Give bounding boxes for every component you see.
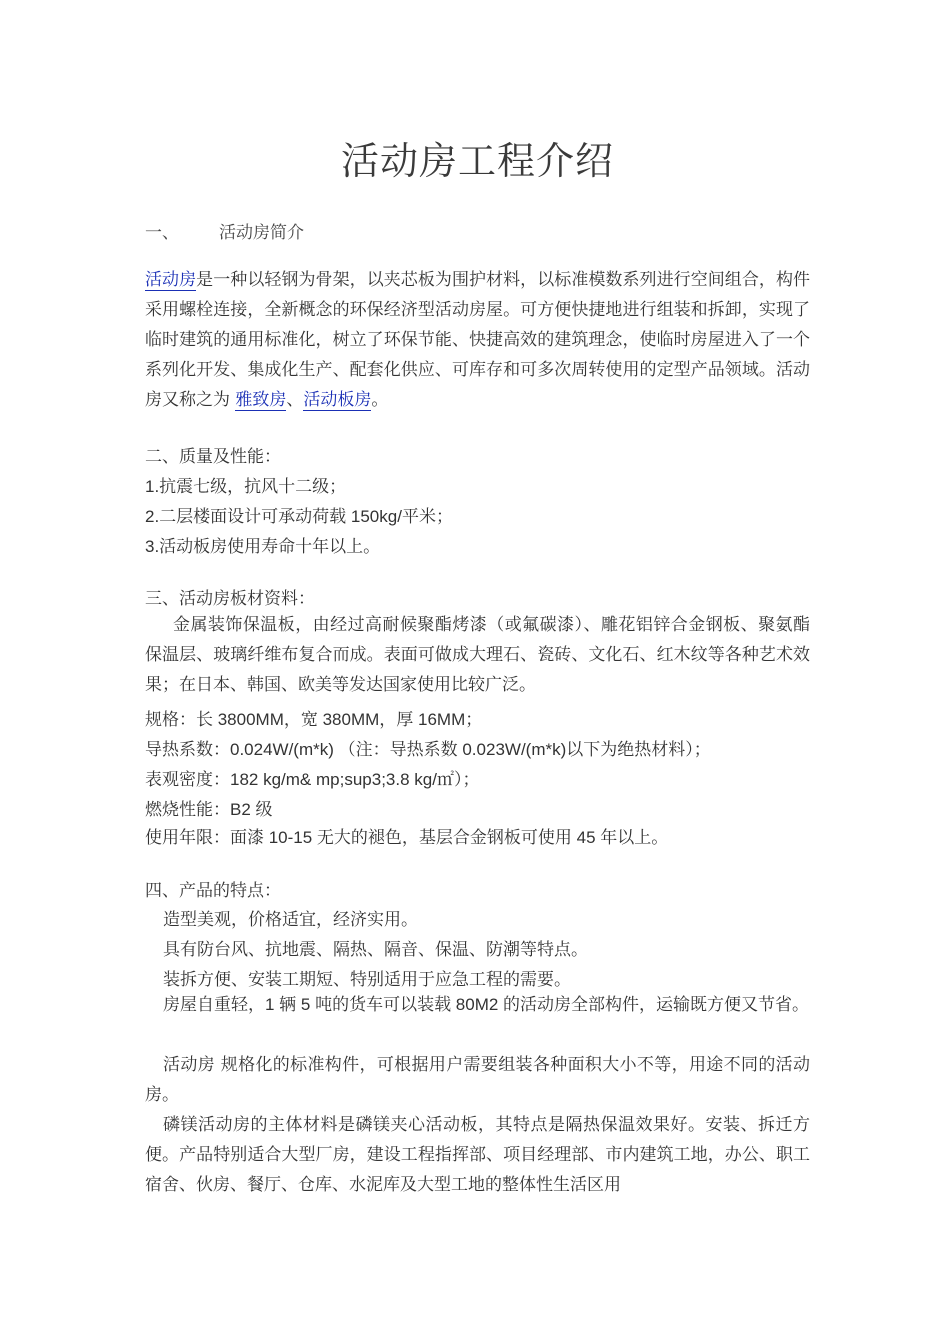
section-3-paragraph: 金属装饰保温板，由经过高耐候聚酯烤漆（或氟碳漆）、雕花铝锌合金钢板、聚氨酯保温层、玻璃纤维布复合而成。表面可做成大理石、瓷砖、文化石、红木纹等各种艺术效果；在日本、韩国、欧美等发达国家使用比较广泛。 bbox=[145, 615, 810, 695]
feature-2: 具有防台风、抗地震、隔热、隔音、保温、防潮等特点。 bbox=[163, 940, 588, 960]
service-life-line: 使用年限：面漆 10-15 无大的褪色，基层合金钢板可使用 45 年以上。 bbox=[145, 828, 669, 847]
quality-item-2: 2.二层楼面设计可承动荷载 150kg/平米； bbox=[145, 507, 453, 526]
section-1-text: 是一种以轻钢为骨架，以夹芯板为围护材料，以标准模数系列进行空间组合，构件采用螺栓连接，全新概念的环保经济型活动房屋。可方便快捷地进行组装和拆卸，实现了临时建筑的通用标准化，树立了环保节能、快捷高效的建筑理念，使临时房屋进入了一个系列化开发、集成化生产、配套化供应、可库存和可多次周转使用的定型产品领域。活动房又称之为 bbox=[145, 270, 811, 410]
page-title: 活动房工程介绍 bbox=[340, 139, 614, 184]
section-2-heading: 二、质量及性能： bbox=[145, 447, 281, 467]
feature-6: 磷镁活动房的主体材料是磷镁夹心活动板，其特点是隔热保温效果好。安装、拆迁方便。产品特别适合大型厂房，建设工程指挥部、项目经理部、市内建筑工地，办公、职工宿舍、伙房、餐厅、仓库、水泥库及大型工地的整体性生活区用 bbox=[145, 1115, 810, 1195]
section-1-paragraph bbox=[145, 265, 810, 415]
quality-item-1: 1.抗震七级，抗风十二级； bbox=[145, 477, 347, 496]
section-1-heading bbox=[145, 218, 304, 243]
section-4-heading: 四、产品的特点： bbox=[145, 881, 281, 901]
link-huodongfang[interactable]: 活动房 bbox=[145, 270, 197, 290]
feature-3: 装拆方便、安装工期短、特别适用于应急工程的需要。 bbox=[163, 970, 571, 990]
link-huodongbanfang[interactable]: 活动板房 bbox=[303, 390, 372, 410]
thermal-line: 导热系数：0.024W/(m*k) （注：导热系数 0.023W/(m*k)以下为绝热材料）； bbox=[145, 740, 711, 759]
quality-item-3: 3.活动板房使用寿命十年以上。 bbox=[145, 537, 381, 556]
link-separator: 、 bbox=[286, 390, 304, 410]
section-3-heading: 三、活动房板材资料： bbox=[145, 589, 315, 609]
feature-1: 造型美观，价格适宜，经济实用。 bbox=[163, 910, 418, 930]
section-1-number: 一、 bbox=[145, 223, 179, 243]
section-1-title: 活动房简介 bbox=[219, 223, 304, 243]
paragraph-end: 。 bbox=[371, 390, 389, 410]
spec-line: 规格：长 3800MM，宽 380MM，厚 16MM； bbox=[145, 710, 483, 729]
density-line: 表观密度：182 kg/m& mp;sup3;3.8 kg/㎡）； bbox=[145, 770, 480, 789]
feature-5: 活动房 规格化的标准构件，可根据用户需要组装各种面积大小不等，用途不同的活动房。 bbox=[145, 1055, 810, 1105]
feature-4: 房屋自重轻，1 辆 5 吨的货车可以装载 80M2 的活动房全部构件，运输既方便又节省。 bbox=[163, 995, 810, 1014]
fire-line: 燃烧性能：B2 级 bbox=[145, 800, 273, 819]
link-yazhifang[interactable]: 雅致房 bbox=[235, 390, 287, 410]
